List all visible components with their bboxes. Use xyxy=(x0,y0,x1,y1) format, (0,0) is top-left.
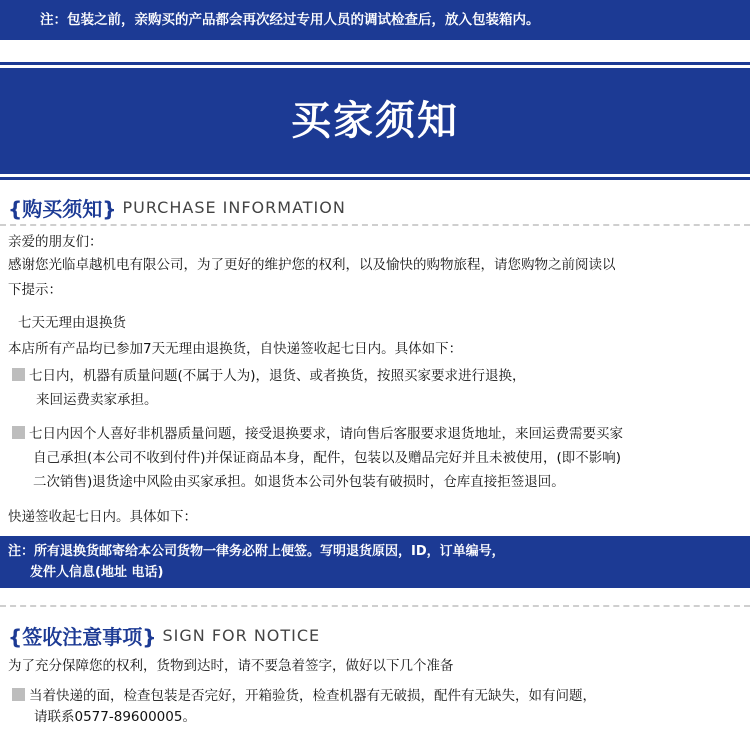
item1-line-1: 七日内，机器有质量问题(不属于人为)，退货、或者换货，按照买家要求进行退换， xyxy=(29,368,526,384)
item1-line-2: 来回运费卖家承担。 xyxy=(36,392,158,408)
notice-line-1: 注：所有退换货邮寄给本公司货物一律务必附上便签。写明退货原因，ID，订单编号， xyxy=(8,544,505,559)
top-note-text: 注：包装之前，亲购买的产品都会再次经过专用人员的调试检查后，放入包装箱内。 xyxy=(40,12,540,28)
sign-item-line-2: 请联系0577-89600005。 xyxy=(34,709,196,725)
sign-item-line-1: 当着快递的面，检查包装是否完好，开箱验货，检查机器有无破损，配件有无缺失，如有问题， xyxy=(29,688,596,704)
sign-title-cn: {签收注意事项} xyxy=(8,625,157,649)
purchase-title-cn: {购买须知} xyxy=(8,197,117,221)
notice-line-2: 发件人信息(地址 电话) xyxy=(30,565,164,580)
sign-title-en: SIGN FOR NOTICE xyxy=(162,626,321,645)
title-banner xyxy=(0,65,750,177)
item2-line-2: 自己承担(本公司不收到付件)并保证商品本身，配件，包装以及赠品完好并且未被使用，(即不影响) xyxy=(33,450,622,466)
intro-line-2: 下提示： xyxy=(8,282,62,298)
purchase-section-heading xyxy=(8,193,346,222)
purchase-title-en: PURCHASE INFORMATION xyxy=(122,198,346,217)
return-policy-subtitle: 七天无理由退换货 xyxy=(18,315,126,331)
section-divider xyxy=(0,605,750,607)
notice-bar xyxy=(0,536,750,588)
item2-line-3: 二次销售)退货途中风险由买家承担。如退货本公司外包装有破损时，仓库直接拒签退回。 xyxy=(33,474,565,490)
list-item xyxy=(12,424,623,444)
banner-title: 买家须知 xyxy=(291,98,459,144)
return-policy-text: 本店所有产品均已参加7天无理由退换货，自快递签收起七日内。具体如下： xyxy=(8,341,463,357)
square-bullet-icon xyxy=(12,688,25,701)
top-note-bar xyxy=(0,0,750,40)
purchase-footer: 快递签收起七日内。具体如下： xyxy=(8,509,197,525)
list-item xyxy=(12,686,596,706)
sign-intro: 为了充分保障您的权利，货物到达时，请不要急着签字，做好以下几个准备 xyxy=(8,658,454,674)
square-bullet-icon xyxy=(12,368,25,381)
section-divider xyxy=(0,224,750,226)
sign-section-heading xyxy=(8,621,320,650)
greeting: 亲爱的朋友们： xyxy=(8,234,103,250)
intro-line-1: 感谢您光临卓越机电有限公司，为了更好的维护您的权利，以及愉快的购物旅程，请您购物之前阅读以 xyxy=(8,257,616,273)
list-item xyxy=(12,366,526,386)
square-bullet-icon xyxy=(12,426,25,439)
item2-line-1: 七日内因个人喜好非机器质量问题，接受退换要求，请向售后客服要求退货地址，来回运费需要买家 xyxy=(29,426,623,442)
